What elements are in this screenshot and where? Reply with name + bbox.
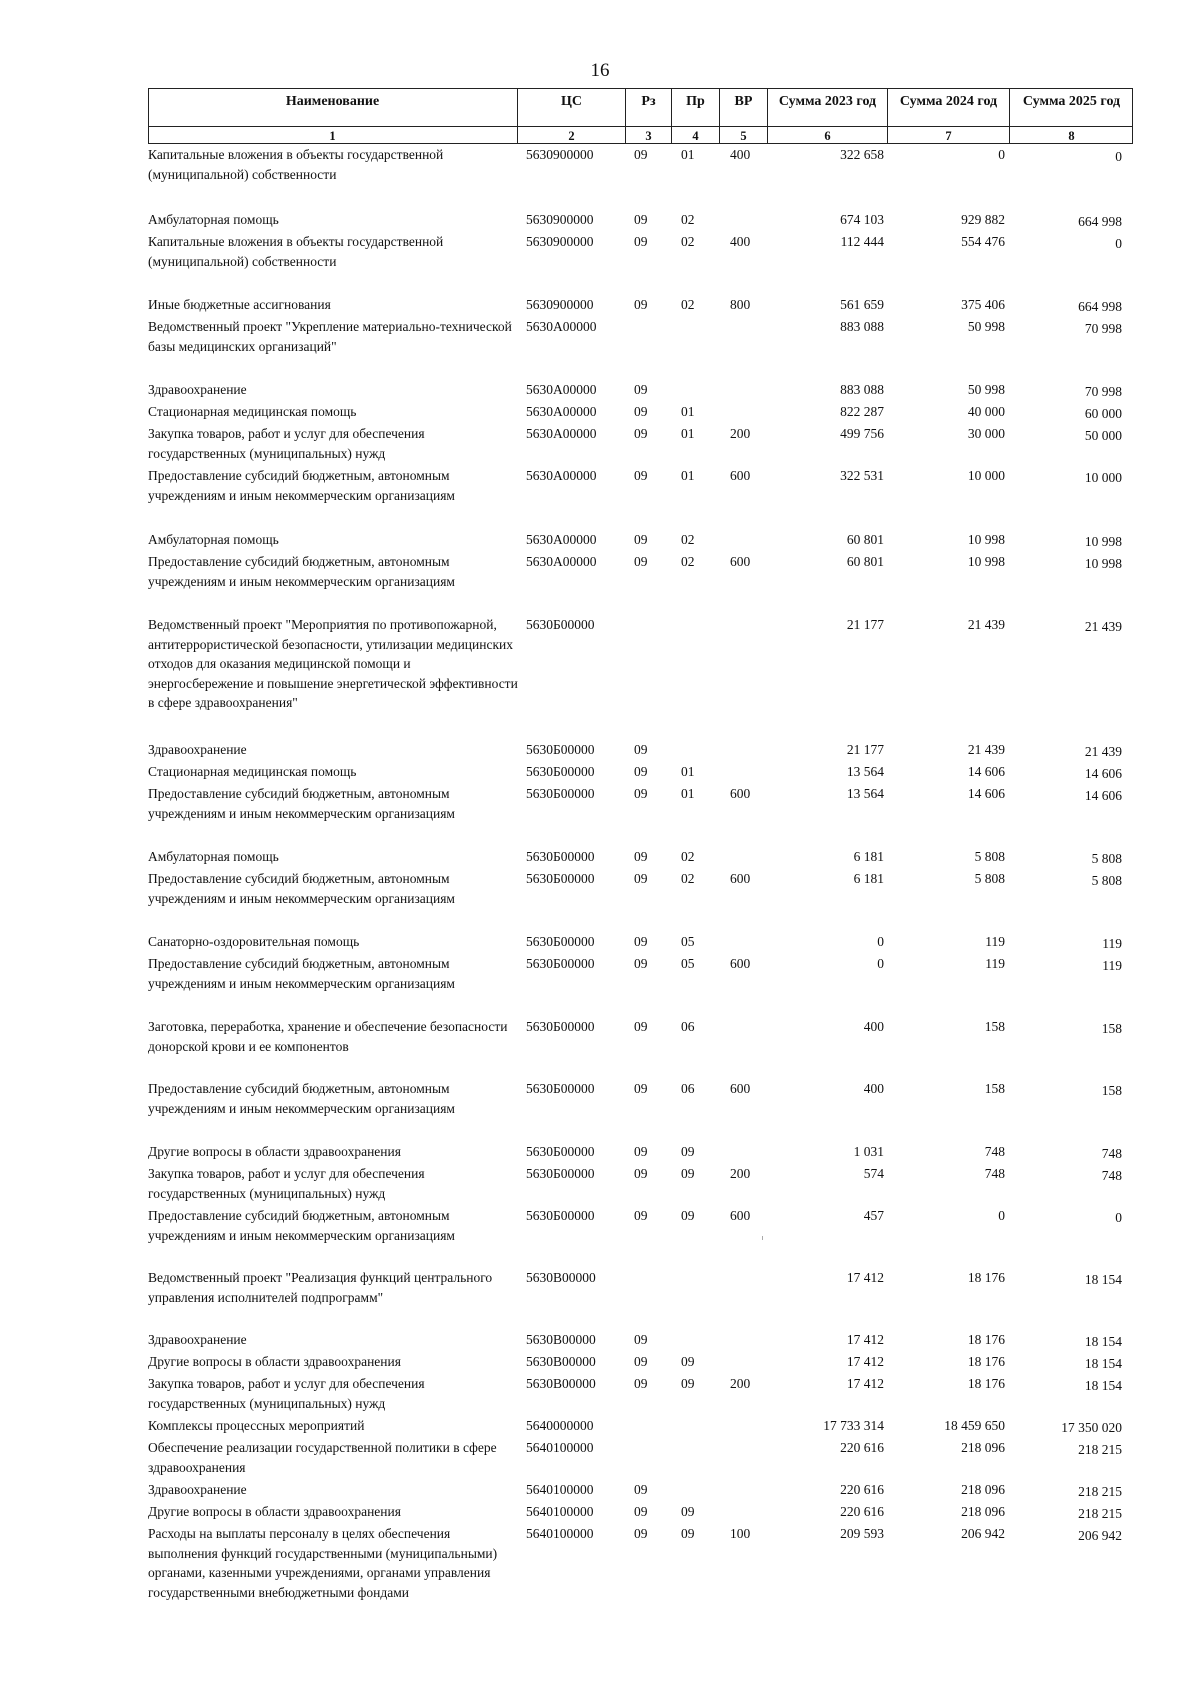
row-sum-2023: 883 088 [840, 382, 884, 397]
header-pr: Пр [672, 88, 720, 126]
row-sum-2023: 674 103 [840, 212, 884, 227]
row-sum-2023: 883 088 [840, 319, 884, 334]
row-rz: 09 [634, 554, 648, 569]
row-rz: 09 [634, 1354, 648, 1369]
row-name: Закупка товаров, работ и услуг для обеспечения государственных (муниципальных) нужд [148, 1166, 425, 1201]
row-rz: 09 [634, 426, 648, 441]
row-sum-2024: 50 998 [967, 382, 1005, 397]
row-sum-2023: 220 616 [840, 1504, 884, 1519]
row-pr: 01 [681, 426, 695, 441]
row-rz: 09 [634, 212, 648, 227]
row-sum-2023: 13 564 [846, 764, 884, 779]
scan-mark [762, 1236, 763, 1240]
header-cs: ЦС [518, 88, 626, 126]
row-rz: 09 [634, 956, 648, 971]
row-pr: 02 [681, 234, 695, 249]
col-number: 6 [768, 126, 888, 144]
row-sum-2023: 60 801 [846, 532, 884, 547]
row-sum-2023: 21 177 [846, 617, 884, 632]
row-vr: 600 [730, 468, 751, 483]
row-sum-2023: 457 [863, 1208, 884, 1223]
row-name: Капитальные вложения в объекты государственной (муниципальной) собственности [148, 234, 444, 269]
row-cs-code: 5630Б00000 [526, 1208, 595, 1223]
row-rz: 09 [634, 1166, 648, 1181]
row-vr: 600 [730, 554, 751, 569]
row-sum-2025: 5 808 [1091, 873, 1122, 888]
row-name: Закупка товаров, работ и услуг для обеспечения государственных (муниципальных) нужд [148, 426, 425, 461]
row-pr: 01 [681, 786, 695, 801]
row-rz: 09 [634, 1504, 648, 1519]
row-vr: 200 [730, 426, 751, 441]
row-sum-2023: 17 412 [846, 1270, 884, 1285]
row-pr: 01 [681, 147, 695, 162]
row-pr: 09 [681, 1208, 695, 1223]
row-sum-2023: 574 [863, 1166, 884, 1181]
row-sum-2023: 21 177 [846, 742, 884, 757]
row-pr: 02 [681, 532, 695, 547]
row-pr: 01 [681, 764, 695, 779]
row-sum-2023: 0 [877, 934, 884, 949]
row-cs-code: 5630Б00000 [526, 1019, 595, 1034]
row-name: Ведомственный проект "Мероприятия по противопожарной, антитеррористической безопасности, утилизации медицинских отходов для оказания медицинской помощи и энергосбережение и повышение энергетической эффективности в сфере здравоохранения" [148, 617, 518, 710]
row-sum-2025: 0 [1115, 236, 1122, 251]
row-sum-2025: 10 000 [1084, 470, 1122, 485]
row-sum-2023: 17 412 [846, 1332, 884, 1347]
row-sum-2025: 14 606 [1084, 766, 1122, 781]
row-sum-2025: 0 [1115, 1210, 1122, 1225]
row-name: Предоставление субсидий бюджетным, автономным учреждениям и иным некоммерческим организациям [148, 1208, 455, 1243]
header-rz: Рз [626, 88, 672, 126]
row-sum-2023: 13 564 [846, 786, 884, 801]
row-pr: 06 [681, 1019, 695, 1034]
row-sum-2025: 158 [1101, 1083, 1122, 1098]
row-sum-2025: 70 998 [1084, 321, 1122, 336]
row-cs-code: 5630900000 [526, 147, 594, 162]
row-cs-code: 5630Б00000 [526, 956, 595, 971]
row-sum-2024: 218 096 [961, 1440, 1005, 1455]
row-sum-2023: 822 287 [840, 404, 884, 419]
row-pr: 09 [681, 1526, 695, 1541]
row-cs-code: 5630900000 [526, 234, 594, 249]
row-sum-2024: 158 [984, 1081, 1005, 1096]
row-cs-code: 5630900000 [526, 297, 594, 312]
row-sum-2025: 748 [1101, 1168, 1122, 1183]
row-name: Предоставление субсидий бюджетным, автономным учреждениям и иным некоммерческим организациям [148, 468, 455, 503]
row-sum-2025: 10 998 [1084, 556, 1122, 571]
row-cs-code: 5630В00000 [526, 1354, 596, 1369]
row-sum-2024: 5 808 [974, 871, 1005, 886]
row-vr: 200 [730, 1166, 751, 1181]
row-sum-2025: 14 606 [1084, 788, 1122, 803]
row-name: Стационарная медицинская помощь [148, 404, 357, 419]
row-sum-2024: 40 000 [967, 404, 1005, 419]
row-cs-code: 5640100000 [526, 1440, 594, 1455]
row-sum-2023: 400 [863, 1019, 884, 1034]
row-name: Амбулаторная помощь [148, 212, 279, 227]
row-sum-2024: 0 [998, 147, 1005, 162]
row-name: Санаторно-оздоровительная помощь [148, 934, 360, 949]
header-vr: ВР [720, 88, 768, 126]
row-name: Здравоохранение [148, 1482, 247, 1497]
row-sum-2024: 10 998 [967, 554, 1005, 569]
row-sum-2025: 664 998 [1078, 299, 1122, 314]
row-sum-2025: 0 [1115, 149, 1122, 164]
row-name: Заготовка, переработка, хранение и обеспечение безопасности донорской крови и ее компонентов [148, 1019, 508, 1054]
row-sum-2025: 218 215 [1078, 1442, 1122, 1457]
row-name: Ведомственный проект "Укрепление материально-технической базы медицинских организаций" [148, 319, 512, 354]
row-name: Другие вопросы в области здравоохранения [148, 1144, 401, 1159]
row-sum-2025: 748 [1101, 1146, 1122, 1161]
row-sum-2024: 50 998 [967, 319, 1005, 334]
row-pr: 09 [681, 1504, 695, 1519]
row-rz: 09 [634, 1526, 648, 1541]
row-sum-2023: 60 801 [846, 554, 884, 569]
row-rz: 09 [634, 786, 648, 801]
row-sum-2025: 158 [1101, 1021, 1122, 1036]
row-sum-2025: 60 000 [1084, 406, 1122, 421]
row-sum-2024: 18 176 [967, 1270, 1005, 1285]
row-rz: 09 [634, 147, 648, 162]
row-rz: 09 [634, 934, 648, 949]
row-pr: 02 [681, 849, 695, 864]
row-cs-code: 5630А00000 [526, 532, 597, 547]
row-sum-2025: 17 350 020 [1061, 1420, 1122, 1435]
row-pr: 02 [681, 297, 695, 312]
row-cs-code: 5630Б00000 [526, 786, 595, 801]
row-sum-2024: 929 882 [961, 212, 1005, 227]
row-rz: 09 [634, 532, 648, 547]
row-pr: 09 [681, 1354, 695, 1369]
row-cs-code: 5630А00000 [526, 554, 597, 569]
row-sum-2025: 21 439 [1084, 619, 1122, 634]
row-vr: 600 [730, 871, 751, 886]
row-sum-2024: 119 [985, 934, 1005, 949]
header-name: Наименование [148, 88, 518, 126]
row-sum-2025: 218 215 [1078, 1484, 1122, 1499]
row-sum-2023: 209 593 [840, 1526, 884, 1541]
row-pr: 09 [681, 1376, 695, 1391]
row-name: Другие вопросы в области здравоохранения [148, 1504, 401, 1519]
row-name: Предоставление субсидий бюджетным, автономным учреждениям и иным некоммерческим организациям [148, 1081, 455, 1116]
row-name: Расходы на выплаты персоналу в целях обеспечения выполнения функций государственными (муниципальными) органами, казенными учреждениями, органами управления государственными внебюджетными фондами [148, 1526, 498, 1600]
row-cs-code: 5630А00000 [526, 426, 597, 441]
row-vr: 800 [730, 297, 751, 312]
row-sum-2023: 220 616 [840, 1482, 884, 1497]
row-cs-code: 5630900000 [526, 212, 594, 227]
row-sum-2023: 220 616 [840, 1440, 884, 1455]
row-cs-code: 5630В00000 [526, 1376, 596, 1391]
row-sum-2025: 119 [1102, 958, 1122, 973]
row-sum-2024: 18 176 [967, 1332, 1005, 1347]
row-sum-2024: 206 942 [961, 1526, 1005, 1541]
row-sum-2024: 14 606 [967, 786, 1005, 801]
row-cs-code: 5630Б00000 [526, 742, 595, 757]
row-sum-2023: 561 659 [840, 297, 884, 312]
row-rz: 09 [634, 849, 648, 864]
row-rz: 09 [634, 404, 648, 419]
row-sum-2023: 1 031 [853, 1144, 884, 1159]
row-sum-2023: 17 412 [846, 1354, 884, 1369]
row-pr: 01 [681, 468, 695, 483]
row-rz: 09 [634, 764, 648, 779]
row-vr: 200 [730, 1376, 751, 1391]
col-number: 1 [148, 126, 518, 144]
row-sum-2025: 70 998 [1084, 384, 1122, 399]
row-name: Другие вопросы в области здравоохранения [148, 1354, 401, 1369]
row-rz: 09 [634, 1208, 648, 1223]
row-sum-2023: 6 181 [853, 849, 884, 864]
row-pr: 09 [681, 1144, 695, 1159]
row-sum-2024: 0 [998, 1208, 1005, 1223]
row-pr: 09 [681, 1166, 695, 1181]
row-sum-2024: 18 176 [967, 1376, 1005, 1391]
row-sum-2024: 14 606 [967, 764, 1005, 779]
col-number: 5 [720, 126, 768, 144]
row-rz: 09 [634, 1019, 648, 1034]
row-pr: 05 [681, 956, 695, 971]
page-number: 16 [590, 60, 610, 81]
row-sum-2025: 18 154 [1084, 1334, 1122, 1349]
row-name: Амбулаторная помощь [148, 532, 279, 547]
row-cs-code: 5630А00000 [526, 404, 597, 419]
row-pr: 02 [681, 554, 695, 569]
row-name: Предоставление субсидий бюджетным, автономным учреждениям и иным некоммерческим организациям [148, 956, 455, 991]
row-sum-2025: 18 154 [1084, 1378, 1122, 1393]
row-sum-2024: 218 096 [961, 1482, 1005, 1497]
row-cs-code: 5630Б00000 [526, 1081, 595, 1096]
row-name: Предоставление субсидий бюджетным, автономным учреждениям и иным некоммерческим организациям [148, 871, 455, 906]
row-sum-2025: 50 000 [1084, 428, 1122, 443]
row-sum-2025: 664 998 [1078, 214, 1122, 229]
row-cs-code: 5630В00000 [526, 1332, 596, 1347]
row-sum-2025: 18 154 [1084, 1356, 1122, 1371]
row-sum-2024: 21 439 [967, 742, 1005, 757]
row-cs-code: 5630Б00000 [526, 764, 595, 779]
row-sum-2025: 119 [1102, 936, 1122, 951]
row-name: Стационарная медицинская помощь [148, 764, 357, 779]
row-sum-2024: 18 176 [967, 1354, 1005, 1369]
row-name: Амбулаторная помощь [148, 849, 279, 864]
row-cs-code: 5630Б00000 [526, 1144, 595, 1159]
row-sum-2025: 5 808 [1091, 851, 1122, 866]
row-name: Капитальные вложения в объекты государственной (муниципальной) собственности [148, 147, 444, 182]
row-rz: 09 [634, 1332, 648, 1347]
row-sum-2025: 206 942 [1078, 1528, 1122, 1543]
row-cs-code: 5630В00000 [526, 1270, 596, 1285]
row-sum-2024: 119 [985, 956, 1005, 971]
row-vr: 600 [730, 1081, 751, 1096]
row-vr: 400 [730, 147, 751, 162]
row-pr: 05 [681, 934, 695, 949]
row-vr: 100 [730, 1526, 751, 1541]
row-sum-2024: 218 096 [961, 1504, 1005, 1519]
row-sum-2024: 30 000 [967, 426, 1005, 441]
row-sum-2024: 10 998 [967, 532, 1005, 547]
row-cs-code: 5640100000 [526, 1526, 594, 1541]
row-rz: 09 [634, 297, 648, 312]
row-rz: 09 [634, 234, 648, 249]
row-sum-2025: 21 439 [1084, 744, 1122, 759]
row-rz: 09 [634, 871, 648, 886]
row-sum-2025: 18 154 [1084, 1272, 1122, 1287]
row-sum-2024: 748 [984, 1166, 1005, 1181]
row-name: Закупка товаров, работ и услуг для обеспечения государственных (муниципальных) нужд [148, 1376, 425, 1411]
row-sum-2023: 0 [877, 956, 884, 971]
row-pr: 02 [681, 871, 695, 886]
row-name: Комплексы процессных мероприятий [148, 1418, 365, 1433]
row-cs-code: 5630Б00000 [526, 871, 595, 886]
row-sum-2025: 218 215 [1078, 1506, 1122, 1521]
row-sum-2023: 112 444 [840, 234, 884, 249]
row-rz: 09 [634, 468, 648, 483]
row-sum-2023: 6 181 [853, 871, 884, 886]
row-sum-2024: 554 476 [961, 234, 1005, 249]
row-sum-2023: 17 412 [846, 1376, 884, 1391]
row-sum-2024: 748 [984, 1144, 1005, 1159]
row-pr: 01 [681, 404, 695, 419]
row-name: Здравоохранение [148, 382, 247, 397]
row-sum-2024: 5 808 [974, 849, 1005, 864]
row-name: Ведомственный проект "Реализация функций центрального управления исполнителей подпрограмм" [148, 1270, 493, 1305]
header-sum-2023: Сумма 2023 год [768, 88, 888, 126]
header-sum-2024: Сумма 2024 год [888, 88, 1010, 126]
row-cs-code: 5630А00000 [526, 468, 597, 483]
row-cs-code: 5640000000 [526, 1418, 594, 1433]
row-name: Здравоохранение [148, 1332, 247, 1347]
col-number: 4 [672, 126, 720, 144]
row-sum-2024: 18 459 650 [944, 1418, 1005, 1433]
row-cs-code: 5630А00000 [526, 382, 597, 397]
row-name: Иные бюджетные ассигнования [148, 297, 331, 312]
row-rz: 09 [634, 1081, 648, 1096]
row-rz: 09 [634, 1144, 648, 1159]
row-cs-code: 5640100000 [526, 1504, 594, 1519]
col-number: 7 [888, 126, 1010, 144]
row-rz: 09 [634, 1482, 648, 1497]
row-sum-2023: 499 756 [840, 426, 884, 441]
row-name: Предоставление субсидий бюджетным, автономным учреждениям и иным некоммерческим организациям [148, 786, 455, 821]
col-number: 2 [518, 126, 626, 144]
row-sum-2024: 21 439 [967, 617, 1005, 632]
row-cs-code: 5630Б00000 [526, 849, 595, 864]
table-header [148, 88, 1133, 144]
row-vr: 600 [730, 1208, 751, 1223]
row-sum-2023: 322 531 [840, 468, 884, 483]
row-vr: 600 [730, 786, 751, 801]
row-name: Предоставление субсидий бюджетным, автономным учреждениям и иным некоммерческим организациям [148, 554, 455, 589]
row-sum-2023: 322 658 [840, 147, 884, 162]
row-cs-code: 5630Б00000 [526, 617, 595, 632]
row-sum-2024: 10 000 [967, 468, 1005, 483]
row-cs-code: 5630Б00000 [526, 934, 595, 949]
row-pr: 02 [681, 212, 695, 227]
row-cs-code: 5630Б00000 [526, 1166, 595, 1181]
col-number: 8 [1010, 126, 1133, 144]
row-sum-2024: 158 [984, 1019, 1005, 1034]
row-cs-code: 5630А00000 [526, 319, 597, 334]
row-pr: 06 [681, 1081, 695, 1096]
row-sum-2024: 375 406 [961, 297, 1005, 312]
row-sum-2025: 10 998 [1084, 534, 1122, 549]
header-sum-2025: Сумма 2025 год [1022, 94, 1121, 109]
row-sum-2023: 17 733 314 [823, 1418, 884, 1433]
row-sum-2023: 400 [863, 1081, 884, 1096]
row-name: Обеспечение реализации государственной политики в сфере здравоохранения [148, 1440, 497, 1475]
row-cs-code: 5640100000 [526, 1482, 594, 1497]
row-name: Здравоохранение [148, 742, 247, 757]
row-rz: 09 [634, 742, 648, 757]
row-vr: 600 [730, 956, 751, 971]
row-vr: 400 [730, 234, 751, 249]
row-rz: 09 [634, 382, 648, 397]
col-number: 3 [626, 126, 672, 144]
row-rz: 09 [634, 1376, 648, 1391]
